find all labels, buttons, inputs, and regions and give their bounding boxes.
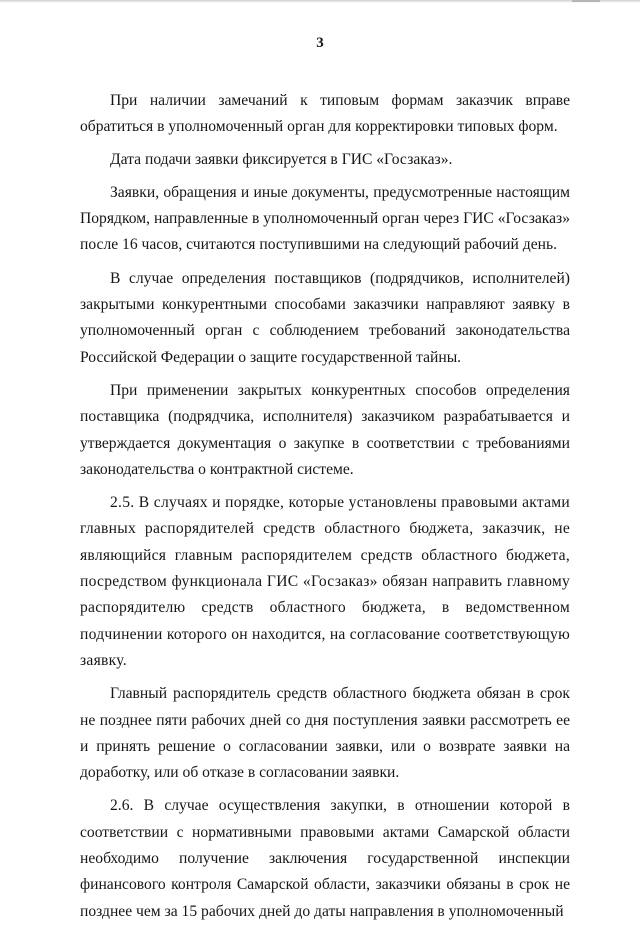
paragraph-2-5: 2.5. В случаях и порядке, которые установлены правовыми актами главных распорядителей средств областного бюджета, заказчик, не являющийся главным распорядителем средств областного бюджета, посредством функционала ГИС «Госзаказ» обязан направить главному распорядителю средств областного бюджета, в ведомственном подчинении которого он находится, на согласование соответствующую заявку. [80, 494, 570, 669]
paragraph-after-16-hours: Заявки, обращения и иные документы, предусмотренные настоящим Порядком, направленные в уполномоченный орган через ГИС «Госзаказ» после 16 часов, считаются поступившими на следующий рабочий день. [80, 183, 570, 254]
paragraph-2-6: 2.6. В случае осуществления закупки, в отношении которой в соответствии с нормативными правовыми актами Самарской области необходимо получение заключения государственной инспекции финансового контроля Самарской области, заказчики обязаны в срок не позднее чем за 15 рабочих дней до даты направления в уполномоченный [80, 797, 570, 920]
paragraph-remarks: При наличии замечаний к типовым формам заказчик вправе обратиться в уполномоченный орган для корректировки типовых форм. [80, 92, 570, 136]
paragraph-main-manager: Главный распорядитель средств областного бюджета обязан в срок не позднее пяти рабочих дней со дня поступления заявки рассмотреть ее и принять решение о согласовании заявки, или о возврате заявки на доработку, или об отказе в согласовании заявки. [80, 685, 570, 782]
paragraph-closed-methods: В случае определения поставщиков (подрядчиков, исполнителей) закрытыми конкурентными способами заказчики направляют заявку в уполномоченный орган с соблюдением требований законодательства Российской Федерации о защите государственной тайны. [80, 269, 570, 366]
paragraph-closed-documentation: При применении закрытых конкурентных способов определения поставщика (подрядчика, исполнителя) заказчиком разрабатывается и утверждается документация о закупке в соответствии с требованиями законодательства о контрактной системе. [80, 381, 570, 478]
scan-artifact [572, 0, 600, 2]
document-body [80, 88, 570, 925]
page-number: 3 [316, 35, 324, 51]
scan-top-edge [0, 0, 640, 3]
paragraph-submission-date: Дата подачи заявки фиксируется в ГИС «Госзаказ». [110, 150, 453, 168]
